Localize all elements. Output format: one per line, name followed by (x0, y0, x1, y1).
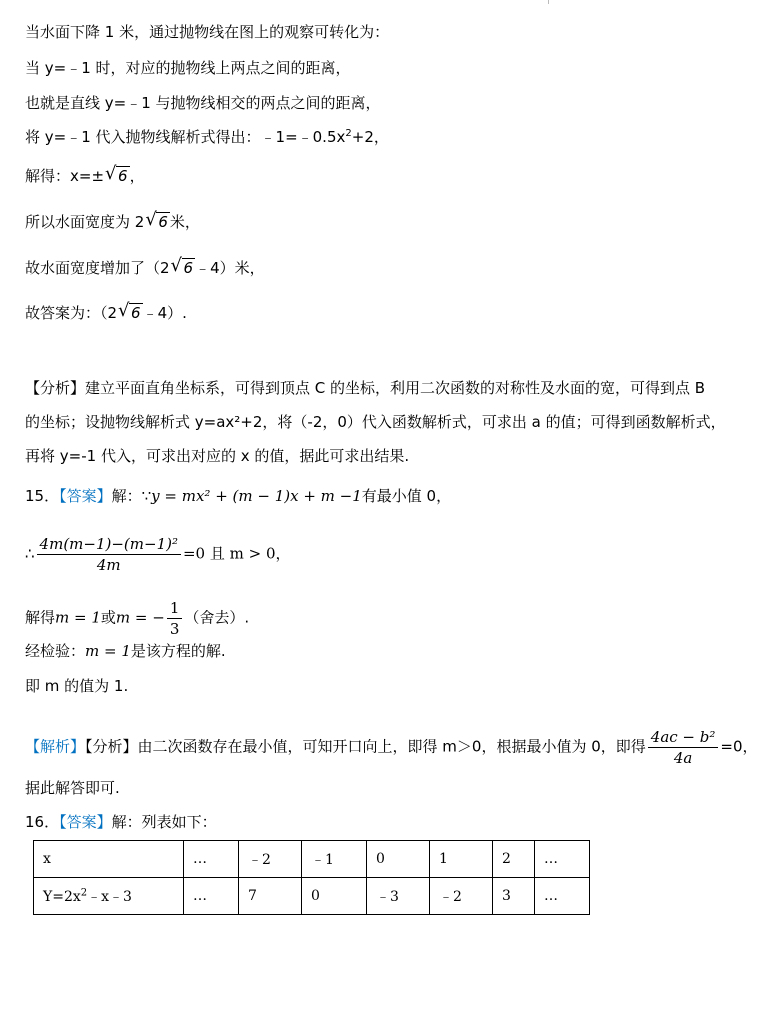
q15-line-2 (25, 534, 291, 575)
table-row (34, 841, 590, 878)
substitution-text: 将 y=﹣1 代入抛物线解析式得出：﹣1=﹣0.5x (25, 128, 346, 146)
root-2-prefix: m = − (115, 608, 165, 627)
analysis-paragraph-line-1 (25, 378, 705, 398)
table-cell: 0 (302, 878, 367, 915)
analysis-tail: =0， (720, 737, 758, 756)
solution-line-1: 当水面下降 1 米，通过抛物线在图上的观察可转化为： (25, 23, 390, 41)
analysis-paragraph-line-3: 再将 y=-1 代入，可求出对应的 x 的值，据此可求出结果. (25, 447, 410, 465)
exponent: 2 (345, 128, 352, 139)
analysis-2-line-1 (25, 727, 758, 768)
solution-intro: 解：列表如下： (111, 813, 217, 831)
table-cell: ﹣3 (367, 878, 430, 915)
q15-line-3 (25, 598, 249, 639)
q15-line-1 (25, 486, 451, 506)
table-cell: 7 (239, 878, 302, 915)
analysis-tag: 【分析】 (85, 737, 138, 756)
radicand: 6 (158, 213, 168, 231)
table-cell: 0 (367, 841, 430, 878)
fraction-denominator: 4a (673, 749, 693, 767)
analysis-2-line-2: 据此解答即可. (25, 779, 120, 797)
solution-intro: 解：∵ (111, 487, 152, 505)
q16-line-1 (25, 812, 217, 832)
sqrt-expression (119, 303, 143, 323)
table-cell: x (34, 841, 184, 878)
width-text: 所以水面宽度为 2 (25, 213, 145, 231)
table-cell: 3 (493, 878, 535, 915)
minimum-value-fraction (37, 534, 181, 575)
solve-label: 解得 (25, 608, 56, 627)
table-cell: … (535, 878, 590, 915)
solution-line-4 (25, 127, 389, 147)
solution-line-5 (25, 166, 145, 186)
answer-text: 故答案为：（2 (25, 304, 118, 322)
fraction-numerator: 4ac − b² (648, 727, 719, 748)
solution-line-3: 也就是直线 y=﹣1 与抛物线相交的两点之间的距离， (25, 94, 381, 112)
page-edge-mark (548, 0, 549, 4)
increase-tail: ﹣4）米， (195, 259, 265, 277)
solution-line-6 (25, 212, 200, 232)
table-cell: 2 (493, 841, 535, 878)
condition-text: =0 且 m > 0， (182, 544, 291, 563)
radicand: 6 (118, 167, 128, 185)
table-cell: 1 (430, 841, 493, 878)
check-conclusion: 是该方程的解. (130, 642, 226, 660)
table-cell: … (535, 841, 590, 878)
analysis-text: 建立平面直角坐标系，可得到顶点 C 的坐标，利用二次函数的对称性及水面的宽，可得到点 B (85, 379, 706, 397)
fraction-denominator: 4m (96, 556, 121, 574)
q15-result: 即 m 的值为 1. (25, 677, 129, 695)
solve-tail: ， (129, 167, 145, 185)
analysis-text: 由二次函数存在最小值，可知开口向上，即得 m＞0，根据最小值为 0，即得 (137, 737, 646, 756)
min-value-formula (648, 727, 719, 768)
answer-tail: ﹣4）. (142, 304, 187, 322)
analysis-tag: 【分析】 (25, 379, 86, 397)
increase-text: 故水面宽度增加了（2 (25, 259, 170, 277)
function-label-tail: ﹣x﹣3 (87, 889, 132, 905)
answer-tag: 【答案】 (59, 487, 112, 505)
or-text: 或 (100, 608, 116, 627)
checked-root: m = 1 (85, 642, 131, 660)
discard-note: （舍去）. (184, 608, 250, 627)
solution-line-2: 当 y=﹣1 时，对应的抛物线上两点之间的距离， (25, 59, 351, 77)
root-1: m = 1 (55, 608, 101, 627)
intro-tail: 有最小值 0， (361, 487, 452, 505)
question-number: 16． (25, 813, 60, 831)
value-table (33, 840, 590, 915)
check-label: 经检验： (25, 642, 86, 660)
table-cell: ﹣2 (430, 878, 493, 915)
question-number: 15． (25, 487, 60, 505)
table-cell: … (184, 841, 239, 878)
answer-tag: 【答案】 (59, 813, 112, 831)
solve-label: 解得：x=± (25, 167, 105, 185)
table-cell: … (184, 878, 239, 915)
table-cell: ﹣1 (302, 841, 367, 878)
fraction-numerator: 4m(m−1)−(m−1)² (37, 534, 181, 555)
radicand: 6 (131, 304, 141, 322)
exponent: 2 (80, 887, 88, 899)
function-label: Y=2x (43, 889, 81, 905)
solution-line-7 (25, 258, 265, 278)
q15-line-4 (25, 641, 226, 661)
substitution-tail: +2， (351, 128, 389, 146)
root-2-fraction (167, 598, 183, 639)
therefore-symbol: ∴ (25, 544, 35, 563)
table-cell (34, 878, 184, 915)
fraction-denominator: 3 (169, 620, 180, 638)
sqrt-expression (146, 212, 170, 232)
fraction-numerator: 1 (167, 598, 183, 619)
solution-line-8 (25, 303, 187, 323)
radicand: 6 (183, 259, 194, 277)
explanation-tag: 【解析】 (25, 737, 86, 756)
table-cell: ﹣2 (239, 841, 302, 878)
table-row (34, 878, 590, 915)
width-tail: 米， (169, 213, 200, 231)
quadratic-expression: y = mx² + (m − 1)x + m −1 (151, 487, 362, 505)
analysis-paragraph-line-2: 的坐标；设抛物线解析式 y=ax²+2，将（-2，0）代入函数解析式，可求出 a 的值；可得到函数解析式， (25, 413, 726, 431)
sqrt-expression (106, 166, 130, 186)
sqrt-expression (172, 258, 196, 278)
